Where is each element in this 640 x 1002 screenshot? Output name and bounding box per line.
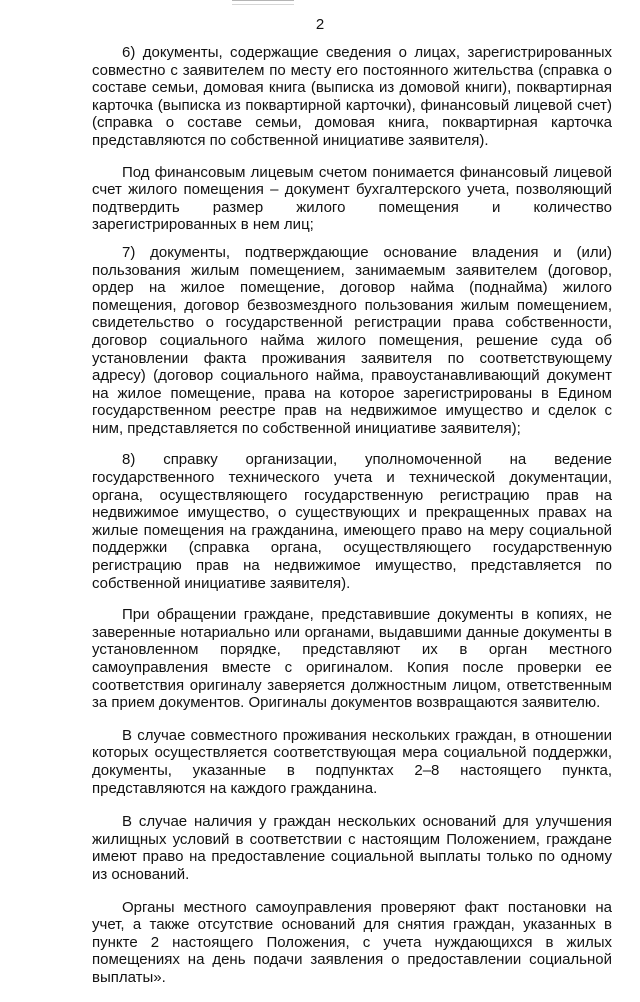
paragraph-copies: При обращении граждане, представившие документы в копиях, не заверенные нотариально или органами, выдавшими данные документы в установленном порядке, представляют их в орган местного самоуправления вместе с оригиналом. Копия после проверки ее соответствия оригиналу заверяется должностным лицом, ответственным за прием документов. Оригиналы документов возвращаются заявителю.	[92, 606, 612, 712]
page-number: 2	[315, 16, 325, 33]
paragraph-financial-account: Под финансовым лицевым счетом понимается финансовый лицевой счет жилого помещения – документ бухгалтерского учета, позволяющий подтвердить размер жилого помещения и количество зарегистрированных в нем лиц;	[92, 163, 612, 234]
paragraph-verification: Органы местного самоуправления проверяют факт постановки на учет, а также отсутствие оснований для снятия граждан, указанных в пункте 2 настоящего Положения, с учета нуждающихся в жилых помещениях на день подачи заявления о предоставлении социальной выплаты».	[92, 898, 612, 986]
page-top-mark	[232, 0, 294, 5]
paragraph-item-6: 6) документы, содержащие сведения о лицах, зарегистрированных совместно с заявителем по месту его постоянного жительства (справка о составе семьи, домовая книга (выписка из домовой книги), поквартирная карточка (выписка из поквартирной карточки), финансовый лицевой счет) (справка о составе семьи, домовая книга, поквартирная карточка представляются по собственной инициативе заявителя).	[92, 44, 612, 149]
paragraph-item-8: 8) справку организации, уполномоченной на ведение государственного технического учета и технической документации, органа, осуществляющего государственную регистрацию прав на недвижимое имущество, о существующих и прекращенных правах на жилые помещения на гражданина, имеющего право на меру социальной поддержки (справка органа, осуществляющего государственную регистрацию прав на недвижимое имущество, представляется по собственной инициативе заявителя).	[92, 451, 612, 592]
paragraph-multiple-grounds: В случае наличия у граждан нескольких оснований для улучшения жилищных условий в соответствии с настоящим Положением, граждане имеют право на предоставление социальной выплаты только по одному из оснований.	[92, 813, 612, 883]
paragraph-item-7: 7) документы, подтверждающие основание владения и (или) пользования жилым помещением, занимаемым заявителем (договор, ордер на жилое помещение, договор найма (поднайма) жилого помещения, договор безвозмездного пользования жилым помещением, свидетельство о государственной регистрации права собственности, договор социального найма жилого помещения, решение суда об установлении факта проживания заявителя по соответствующему адресу) (договор социального найма, правоустанавливающий документ на жилое помещение, права на которое зарегистрированы в Едином государственном реестре прав на недвижимое имущество и сделок с ним, представляется по собственной инициативе заявителя);	[92, 243, 612, 437]
document-body	[92, 44, 612, 1002]
paragraph-joint-residence: В случае совместного проживания нескольких граждан, в отношении которых осуществляется соответствующая мера социальной поддержки, документы, указанные в подпунктах 2–8 настоящего пункта, представляются на каждого гражданина.	[92, 726, 612, 797]
